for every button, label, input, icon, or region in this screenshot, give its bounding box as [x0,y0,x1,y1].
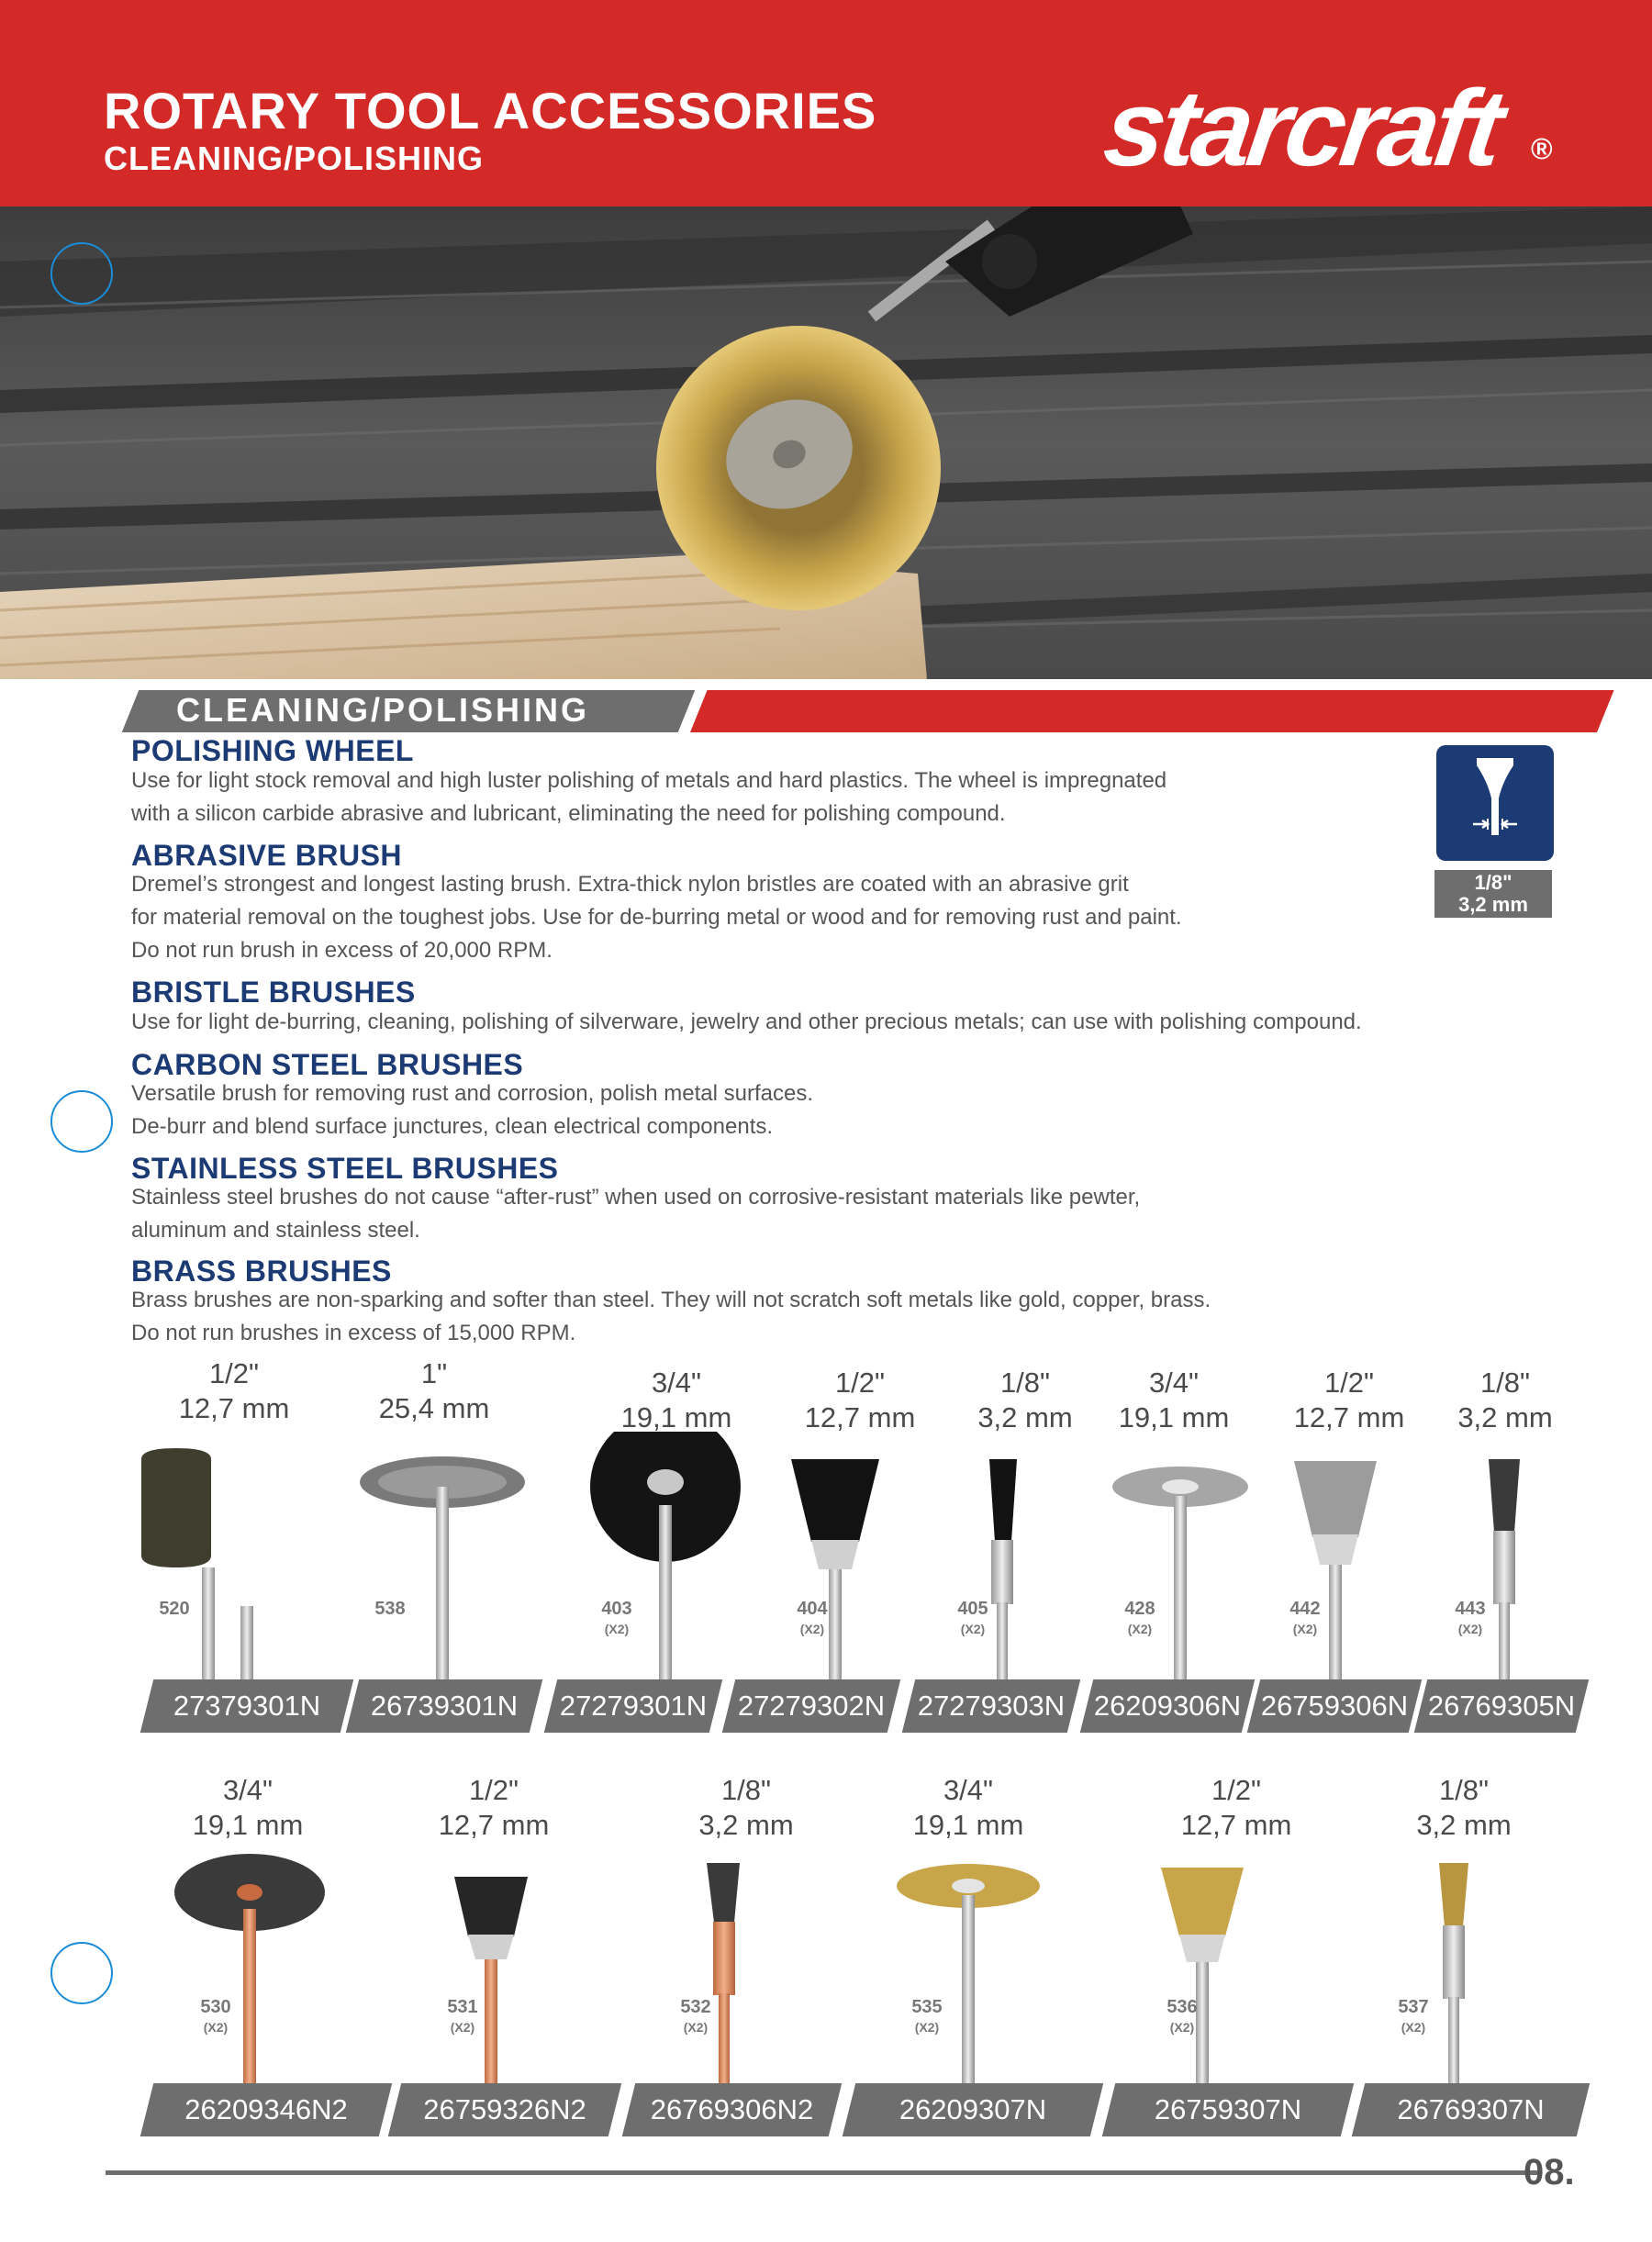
bristle-end-brush-icon [989,1459,1017,1679]
product-size: 1/8" 3,2 mm [1416,1774,1512,1841]
section-label: CLEANING/POLISHING [176,691,590,729]
product-size: 1/8" 3,2 mm [698,1774,794,1841]
carbon-end-brush-icon [707,1863,740,2083]
shank-size-mm: 3,2 mm [1458,893,1528,916]
product-size: 1/8" 3,2 mm [1457,1366,1553,1433]
part-number: 403 (X2) [601,1599,632,1636]
carbon-wheel-brush-icon [174,1854,325,2083]
part-number: 428 (X2) [1124,1599,1155,1636]
product-size: 1/2" 12,7 mm [1180,1774,1292,1841]
brass-cup-brush-icon [1161,1868,1244,2083]
shank-size-inch: 1/8" [1474,871,1512,894]
product-code: 26739301N [370,1690,519,1722]
part-number: 530 (X2) [200,1997,231,2035]
product-code: 26209306N [1093,1690,1242,1722]
section-rule [690,690,1614,732]
page-header [0,0,1652,206]
product-size: 3/4" 19,1 mm [1118,1366,1230,1433]
page-title: ROTARY TOOL ACCESSORIES [104,82,877,139]
stainless-cup-brush-icon [1294,1461,1377,1679]
part-number: 443 (X2) [1455,1599,1486,1636]
category-description: Use for light stock removal and high luster polishing of metals and hard plastics. The wheel is impregnated with a silicon carbide abrasive and lubricant, eliminating the need for polishing compound. [131,768,1167,826]
product-code: 26759307N [1154,2093,1302,2125]
product-images-row-1 [138,1432,1606,1679]
category-description: Brass brushes are non-sparking and softer than steel. They will not scratch soft metals like gold, copper, brass. Do not run brushes in excess of 15,000 RPM. [131,1288,1211,1345]
product-code: 26769307N [1397,2093,1545,2125]
shank-badge [1436,745,1554,861]
polishing-wheel-icon [141,1448,253,1679]
brass-wheel-brush-icon [897,1864,1040,2083]
shank-diameter-icon [1436,745,1554,861]
product-code: 26209346N2 [184,2093,348,2125]
hero-photo [0,206,1652,679]
product-code: 27279302N [737,1690,886,1722]
product-size: 3/4" 19,1 mm [192,1774,304,1841]
product-code: 27279301N [559,1690,708,1722]
brand-logo: starcraft [1097,68,1507,189]
product-size: 1/2" 12,7 mm [178,1357,290,1424]
product-size: 3/4" 19,1 mm [620,1366,732,1433]
part-number: 404 (X2) [797,1599,828,1636]
shank-size-label [1434,870,1552,918]
bristle-cup-brush-icon [791,1459,879,1679]
page-subtitle: CLEANING/POLISHING [104,139,485,177]
part-number: 536 (X2) [1166,1997,1198,2035]
product-code: 26759306N [1260,1690,1409,1722]
category-description: Stainless steel brushes do not cause “after-rust” when used on corrosive-resistant materials like pewter, aluminum and stainless steel. [131,1185,1141,1243]
part-number: 532 (X2) [680,1997,711,2035]
stainless-end-brush-icon [1489,1459,1520,1679]
part-number: 537 (X2) [1398,1997,1429,2035]
footer-rule [106,2170,1542,2175]
part-number: 405 (X2) [957,1599,988,1636]
part-number: 535 (X2) [911,1997,943,2035]
stainless-wheel-brush-icon [1112,1467,1248,1679]
binder-hole [50,242,113,305]
brass-end-brush-icon [1439,1863,1468,2083]
product-images-row-2 [138,1845,1606,2083]
carbon-cup-brush-icon [454,1877,528,2083]
binder-hole [50,1090,113,1153]
part-number: 538 [374,1599,406,1619]
registered-mark: ® [1531,132,1553,165]
product-size: 1/2" 12,7 mm [438,1774,550,1841]
abrasive-brush-icon [360,1456,525,1679]
product-code: 27279303N [917,1690,1066,1722]
category-description: Dremel’s strongest and longest lasting brush. Extra-thick nylon bristles are coated with an abrasive grit for material removal on the toughest jobs. Use for de-burring metal or wood and for removing rust and paint. Do not run brush in excess of 20,000 RPM. [131,872,1182,963]
category-description: Use for light de-burring, cleaning, polishing of silverware, jewelry and other precious metals; can use with polishing compound. [131,1009,1362,1034]
product-size: 1/2" 12,7 mm [1293,1366,1405,1433]
category-title: ABRASIVE BRUSH [131,839,403,872]
category-title: CARBON STEEL BRUSHES [131,1048,524,1081]
product-size: 3/4" 19,1 mm [912,1774,1024,1841]
category-title: STAINLESS STEEL BRUSHES [131,1152,559,1185]
page-number: 08. [1524,2152,1575,2192]
part-number: 531 (X2) [447,1997,478,2035]
product-code: 26209307N [899,2093,1047,2125]
product-code: 27379301N [173,1690,321,1722]
part-number: 520 [159,1599,190,1619]
product-size: 1" 25,4 mm [378,1357,490,1424]
category-description: Versatile brush for removing rust and corrosion, polish metal surfaces. De-burr and blend surface junctures, clean electrical components. [131,1081,814,1139]
product-code: 26759326N2 [423,2093,586,2125]
binder-hole [50,1942,113,2004]
product-code: 26769305N [1427,1690,1576,1722]
product-size: 1/2" 12,7 mm [804,1366,916,1433]
category-title: BRISTLE BRUSHES [131,976,416,1009]
category-title: POLISHING WHEEL [131,734,414,767]
bristle-wheel-brush-icon [590,1432,741,1679]
product-size: 1/8" 3,2 mm [977,1366,1073,1433]
product-code: 26769306N2 [650,2093,814,2125]
category-title: BRASS BRUSHES [131,1255,392,1288]
part-number: 442 (X2) [1289,1599,1321,1636]
